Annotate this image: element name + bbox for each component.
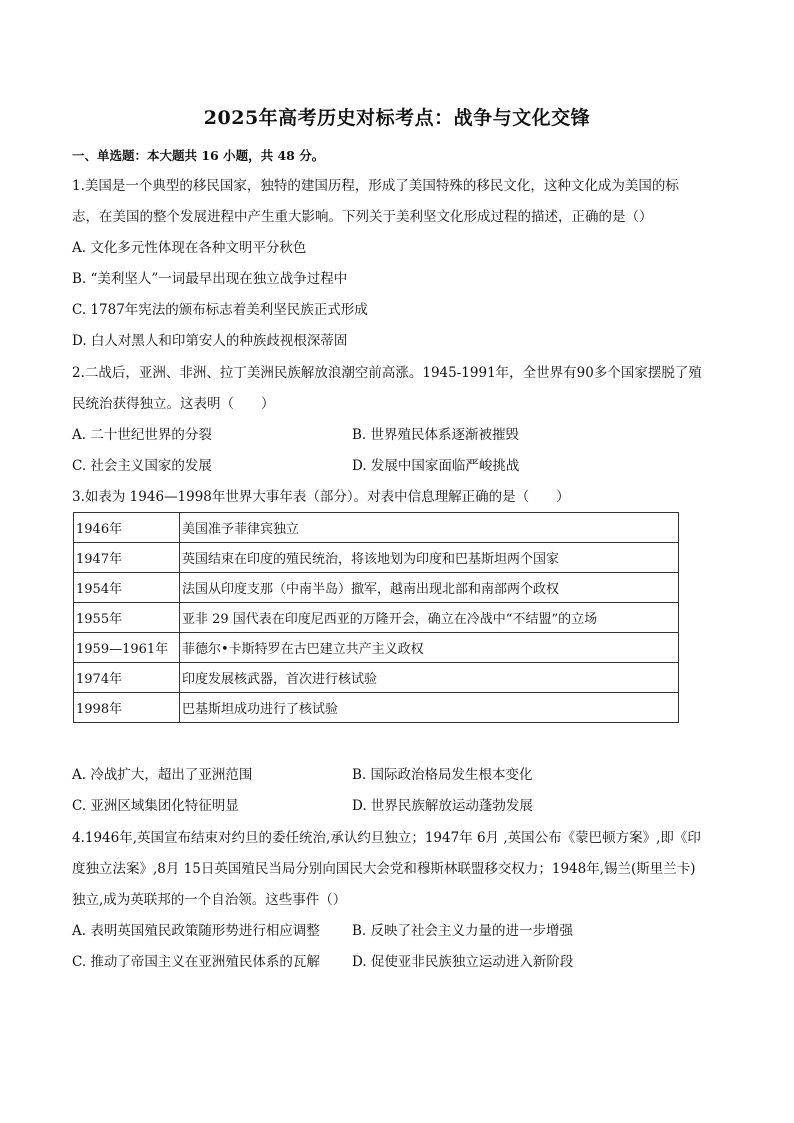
table-cell-year: 1947年 bbox=[74, 543, 180, 573]
q3-stem: 3.如表为 1946—1998年世界大事年表（部分）。对表中信息理解正确的是（ ） bbox=[72, 489, 570, 505]
table-row bbox=[74, 603, 679, 633]
table-cell-event: 美国准予菲律宾独立 bbox=[180, 513, 679, 543]
table-cell-event: 巴基斯坦成功进行了核试验 bbox=[180, 693, 679, 723]
q1-option-d: D. 白人对黑人和印第安人的种族歧视根深蒂固 bbox=[72, 333, 348, 349]
q1-option-a: A. 文化多元性体现在各种文明平分秋色 bbox=[72, 240, 307, 256]
q2-option-b: B. 世界殖民体系逐渐被摧毁 bbox=[352, 427, 520, 443]
q3-option-d: D. 世界民族解放运动蓬勃发展 bbox=[352, 798, 533, 814]
q4-stem-line3: 独立,成为英联邦的一个自治领。这些事件（） bbox=[72, 892, 347, 908]
q2-option-a: A. 二十世纪世界的分裂 bbox=[72, 427, 212, 443]
q3-option-c: C. 亚洲区域集团化特征明显 bbox=[72, 798, 239, 814]
document-title: 2025年高考历史对标考点：战争与文化交锋 bbox=[203, 107, 591, 129]
table-row bbox=[74, 543, 679, 573]
table-row bbox=[74, 693, 679, 723]
table-row bbox=[74, 633, 679, 663]
q4-stem-line1: 4.1946年,英国宣布结束对约旦的委任统治,承认约旦独立；1947年 6月 ,英国公布《蒙巴顿方案》,即《印 bbox=[72, 830, 701, 846]
q1-option-c: C. 1787年宪法的颁布标志着美利坚民族正式形成 bbox=[72, 302, 368, 318]
q4-option-c: C. 推动了帝国主义在亚洲殖民体系的瓦解 bbox=[72, 954, 320, 970]
table-row bbox=[74, 573, 679, 603]
q4-option-d: D. 促使亚非民族独立运动进入新阶段 bbox=[352, 954, 574, 970]
table-row bbox=[74, 513, 679, 543]
events-table bbox=[73, 512, 679, 723]
table-cell-year: 1954年 bbox=[74, 573, 180, 603]
table-cell-year: 1946年 bbox=[74, 513, 180, 543]
q1-stem-line2: 志，在美国的整个发展进程中产生重大影响。下列关于美利坚文化形成过程的描述，正确的是（） bbox=[72, 209, 653, 225]
q4-option-a: A. 表明英国殖民政策随形势进行相应调整 bbox=[72, 923, 320, 939]
q2-option-d: D. 发展中国家面临严峻挑战 bbox=[352, 458, 520, 474]
q4-stem-line2: 度独立法案》,8月 15日英国殖民当局分别向国民大会党和穆斯林联盟移交权力；1948年,锡兰(斯里兰卡) bbox=[72, 861, 696, 877]
table-cell-event: 菲德尔•卡斯特罗在古巴建立共产主义政权 bbox=[180, 633, 679, 663]
table-cell-event: 英国结束在印度的殖民统治，将该地划为印度和巴基斯坦两个国家 bbox=[180, 543, 679, 573]
table-cell-event: 亚非 29 国代表在印度尼西亚的万隆开会，确立在冷战中“不结盟”的立场 bbox=[180, 603, 679, 633]
table-row bbox=[74, 663, 679, 693]
q1-stem-line1: 1.美国是一个典型的移民国家，独特的建国历程，形成了美国特殊的移民文化，这种文化成为美国的标 bbox=[72, 178, 679, 194]
q3-option-b: B. 国际政治格局发生根本变化 bbox=[352, 767, 533, 783]
q3-option-a: A. 冷战扩大，超出了亚洲范围 bbox=[72, 767, 253, 783]
q1-option-b: B. “美利坚人”一词最早出现在独立战争过程中 bbox=[72, 271, 348, 287]
table-cell-event: 法国从印度支那（中南半岛）撤军，越南出现北部和南部两个政权 bbox=[180, 573, 679, 603]
q2-stem-line2: 民统治获得独立。这表明（ ） bbox=[72, 396, 275, 412]
table-cell-event: 印度发展核武器，首次进行核试验 bbox=[180, 663, 679, 693]
table-cell-year: 1974年 bbox=[74, 663, 180, 693]
q4-option-b: B. 反映了社会主义力量的进一步增强 bbox=[352, 923, 574, 939]
q2-stem-line1: 2.二战后，亚洲、非洲、拉丁美洲民族解放浪潮空前高涨。1945-1991年，全世界有90多个国家摆脱了殖 bbox=[72, 365, 702, 381]
q2-option-c: C. 社会主义国家的发展 bbox=[72, 458, 212, 474]
table-cell-year: 1998年 bbox=[74, 693, 180, 723]
table-cell-year: 1955年 bbox=[74, 603, 180, 633]
section-heading: 一、单选题：本大题共 16 小题，共 48 分。 bbox=[72, 148, 325, 163]
table-cell-year: 1959—1961年 bbox=[74, 633, 180, 663]
